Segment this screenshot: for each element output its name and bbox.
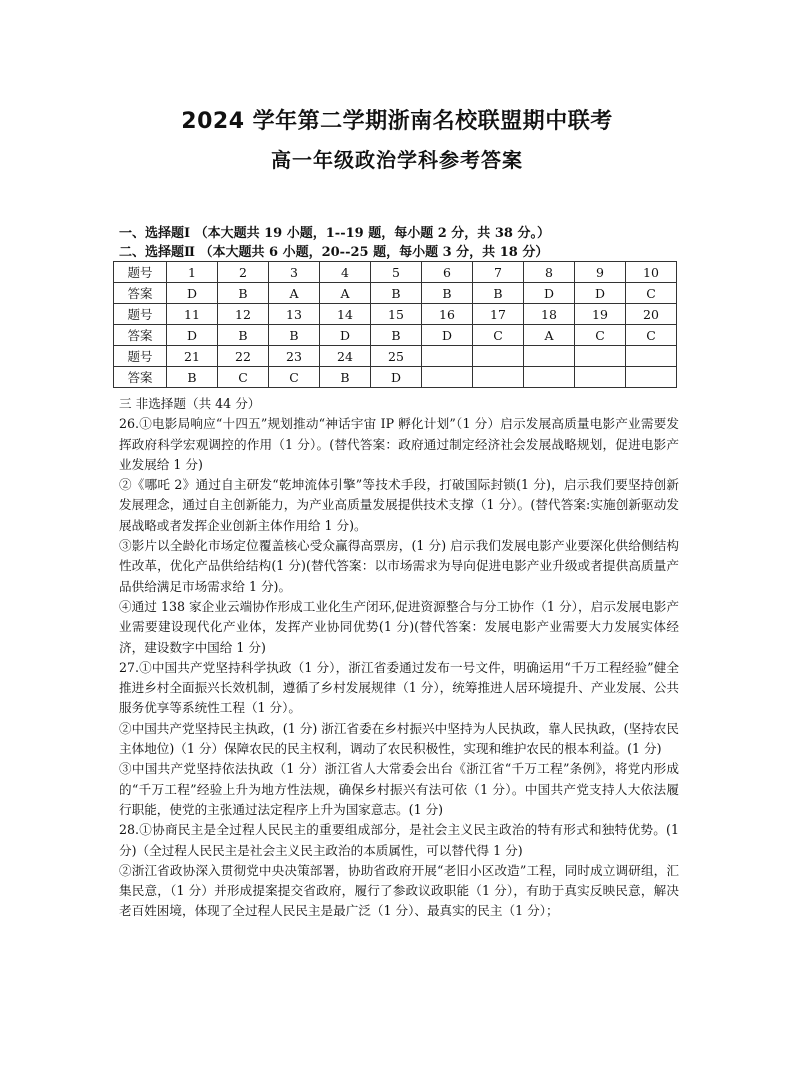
table-cell: 16: [422, 304, 473, 325]
table-cell: [422, 346, 473, 367]
table-cell: B: [269, 325, 320, 346]
question-number-row: [114, 304, 677, 325]
section-2-heading: 二、选择题Ⅱ （本大题共 6 小题，20--25 题，每小题 3 分，共 18 分）: [119, 245, 549, 260]
table-cell: 22: [218, 346, 269, 367]
row-label-cell: 题号: [114, 304, 167, 325]
table-cell: 8: [524, 262, 575, 283]
table-cell: B: [371, 325, 422, 346]
answer-table: [113, 261, 677, 388]
table-cell: B: [218, 283, 269, 304]
table-cell: [575, 367, 626, 388]
table-cell: [473, 346, 524, 367]
table-cell: D: [371, 367, 422, 388]
table-cell: [626, 346, 677, 367]
question-number-row: [114, 346, 677, 367]
table-cell: 9: [575, 262, 626, 283]
page-subtitle: 高一年级政治学科参考答案: [271, 148, 523, 172]
essay-answers: [119, 394, 679, 922]
table-cell: 4: [320, 262, 371, 283]
table-cell: B: [422, 283, 473, 304]
table-cell: C: [269, 367, 320, 388]
table-cell: B: [167, 367, 218, 388]
row-label-cell: 答案: [114, 367, 167, 388]
table-cell: 2: [218, 262, 269, 283]
table-cell: 21: [167, 346, 218, 367]
table-cell: D: [422, 325, 473, 346]
answer-paragraph: 27.①中国共产党坚持科学执政（1 分），浙江省委通过发布一号文件，明确运用“千万工程经验”健全推进乡村全面振兴长效机制，遵循了乡村发展规律（1 分），统筹推进人居环境提升、产业发展、公共服务优享等系统性工程（1 分）。: [119, 659, 679, 716]
section-1-heading: 一、选择题Ⅰ （本大题共 19 小题，1--19 题，每小题 2 分，共 38 分。）: [119, 226, 550, 241]
answer-paragraph: ②浙江省政协深入贯彻党中央决策部署，协助省政府开展“老旧小区改造”工程，同时成立调研组，汇集民意，（1 分）并形成提案提交省政府，履行了参政议政职能（1 分），有助于真实反映民意，解决老百姓困境，体现了全过程人民民主是最广泛（1 分）、最真实的民主（1 分）；: [119, 862, 679, 919]
table-cell: [524, 346, 575, 367]
page-title: 2024 学年第二学期浙南名校联盟期中联考: [181, 109, 613, 134]
table-cell: B: [371, 283, 422, 304]
table-cell: C: [218, 367, 269, 388]
table-cell: A: [320, 283, 371, 304]
answer-paragraph: 26.①电影局响应“十四五”规划推动“神话宇宙 IP 孵化计划”（1 分）启示发展高质量电影产业需要发挥政府科学宏观调控的作用（1 分）。(替代答案：政府通过制定经济社会发展战略规划，促进电影产业发展给 1 分): [119, 416, 679, 472]
table-cell: 19: [575, 304, 626, 325]
table-cell: A: [524, 325, 575, 346]
table-cell: D: [524, 283, 575, 304]
table-cell: 11: [167, 304, 218, 325]
table-cell: 15: [371, 304, 422, 325]
table-cell: 12: [218, 304, 269, 325]
table-cell: [422, 367, 473, 388]
answer-paragraph: ③影片以全龄化市场定位覆盖核心受众赢得高票房，(1 分) 启示我们发展电影产业要深化供给侧结构性改革，优化产品供给结构(1 分)(替代答案：以市场需求为导向促进电影产业升级或者提供高质量产品供给满足市场需求给 1 分)。: [119, 538, 679, 594]
answer-paragraph: ④通过 138 家企业云端协作形成工业化生产闭环,促进资源整合与分工协作（1 分），启示发展电影产业需要建设现代化产业体，发挥产业协同优势(1 分)(替代答案：发展电影产业需要大力发展实体经济，建设数字中国给 1 分): [119, 598, 679, 655]
table-cell: C: [626, 283, 677, 304]
table-cell: 3: [269, 262, 320, 283]
table-cell: 5: [371, 262, 422, 283]
table-cell: 23: [269, 346, 320, 367]
table-cell: 7: [473, 262, 524, 283]
row-label-cell: 答案: [114, 325, 167, 346]
answer-row: [114, 367, 677, 388]
row-label-cell: 答案: [114, 283, 167, 304]
table-cell: 20: [626, 304, 677, 325]
table-cell: 25: [371, 346, 422, 367]
table-cell: C: [575, 325, 626, 346]
table-cell: B: [473, 283, 524, 304]
table-cell: D: [167, 283, 218, 304]
table-cell: D: [320, 325, 371, 346]
table-cell: 13: [269, 304, 320, 325]
table-cell: A: [269, 283, 320, 304]
table-cell: [524, 367, 575, 388]
answer-paragraph: ③中国共产党坚持依法执政（1 分）浙江省人大常委会出台《浙江省“千万工程”条例》，将党内形成的“千万工程”经验上升为地方性法规，确保乡村振兴有法可依（1 分）。中国共产党支持人大依法履行职能，使党的主张通过法定程序上升为国家意志。(1 分): [119, 761, 679, 817]
row-label-cell: 题号: [114, 262, 167, 283]
table-cell: C: [626, 325, 677, 346]
row-label-cell: 题号: [114, 346, 167, 367]
table-cell: 18: [524, 304, 575, 325]
table-cell: B: [320, 367, 371, 388]
section-3-heading: 三 非选择题（共 44 分）: [119, 396, 261, 411]
table-cell: 6: [422, 262, 473, 283]
table-cell: 14: [320, 304, 371, 325]
table-cell: 1: [167, 262, 218, 283]
answer-row: [114, 283, 677, 304]
table-cell: 24: [320, 346, 371, 367]
table-cell: D: [575, 283, 626, 304]
question-number-row: [114, 262, 677, 283]
table-cell: [575, 346, 626, 367]
table-cell: B: [218, 325, 269, 346]
table-cell: 17: [473, 304, 524, 325]
answer-paragraph: ②中国共产党坚持民主执政，(1 分) 浙江省委在乡村振兴中坚持为人民执政，靠人民执政，(坚持农民主体地位)（1 分）保障农民的民主权利，调动了农民积极性，实现和维护农民的根本利益。(1 分): [119, 720, 679, 757]
table-cell: C: [473, 325, 524, 346]
table-cell: [626, 367, 677, 388]
table-cell: 10: [626, 262, 677, 283]
answer-paragraph: ②《哪吒 2》通过自主研发“乾坤流体引擎”等技术手段，打破国际封锁(1 分)，启示我们要坚持创新发展理念，通过自主创新能力，为产业高质量发展提供技术支撑（1 分）。(替代答案:实施创新驱动发展战略或者发挥企业创新主体作用给 1 分)。: [119, 477, 679, 533]
answer-paragraph: 28.①协商民主是全过程人民民主的重要组成部分，是社会主义民主政治的特有形式和独特优势。(1 分)（全过程人民民主是社会主义民主政治的本质属性，可以替代得 1 分): [119, 822, 679, 858]
answer-row: [114, 325, 677, 346]
table-cell: [473, 367, 524, 388]
table-cell: D: [167, 325, 218, 346]
